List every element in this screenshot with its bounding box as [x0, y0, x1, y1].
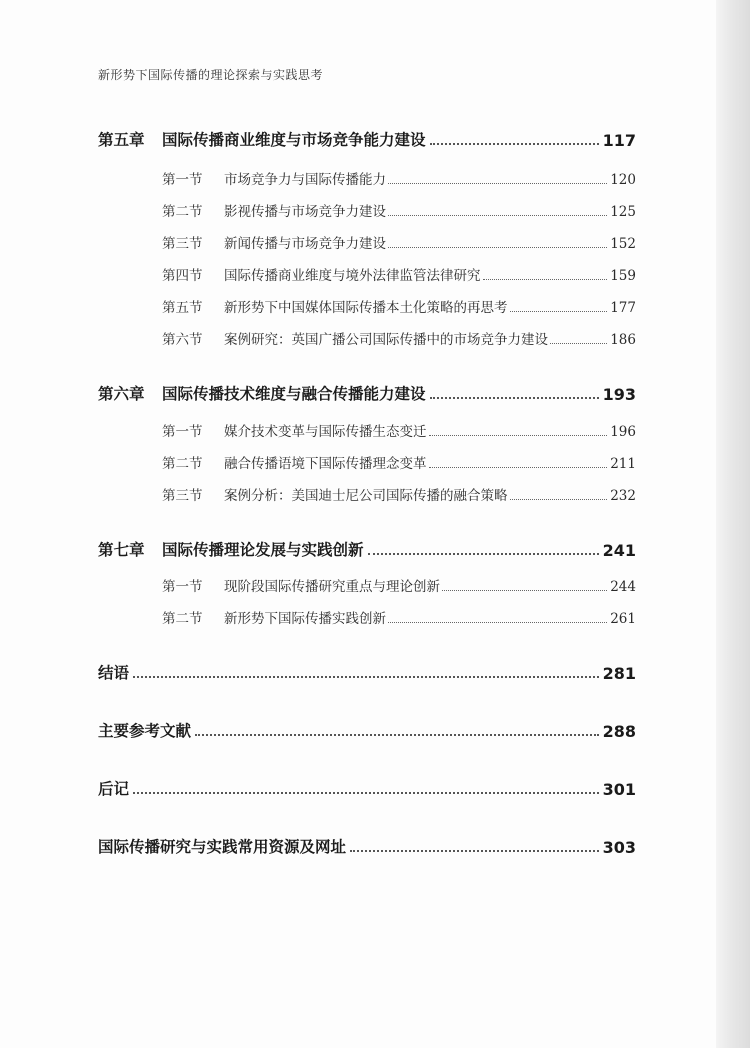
chapter-number: 第七章 [98, 541, 145, 559]
toc-section[interactable] [162, 328, 636, 348]
dot-leader [430, 397, 599, 399]
section-title: 案例分析：美国迪士尼公司国际传播的融合策略 [224, 488, 508, 504]
toc-section[interactable] [162, 575, 636, 595]
section-title: 媒介技术变革与国际传播生态变迁 [224, 424, 427, 440]
toc-chapter-5[interactable] [98, 128, 636, 150]
toc-section[interactable] [162, 200, 636, 220]
section-number: 第一节 [162, 424, 203, 440]
chapter-number: 第五章 [98, 131, 145, 149]
page-number: 193 [602, 385, 636, 404]
section-number: 第六节 [162, 332, 203, 348]
toc-resources[interactable] [98, 835, 636, 857]
dot-leader [388, 622, 607, 623]
section-number: 第二节 [162, 456, 203, 472]
section-number: 第一节 [162, 172, 203, 188]
chapter-title: 国际传播技术维度与融合传播能力建设 [162, 385, 426, 403]
dot-leader [133, 792, 599, 794]
section-title: 融合传播语境下国际传播理念变革 [224, 456, 427, 472]
page-number: 152 [610, 236, 636, 252]
dot-leader [483, 279, 608, 280]
toc-section[interactable] [162, 296, 636, 316]
book-spine-shadow [716, 0, 750, 1048]
dot-leader [368, 553, 599, 555]
dot-leader [430, 143, 599, 145]
dot-leader [388, 247, 607, 248]
page-number: 159 [610, 268, 636, 284]
page-number: 301 [602, 780, 636, 799]
page-number: 244 [610, 579, 636, 595]
dot-leader [550, 343, 607, 344]
section-title: 新形势下国际传播实践创新 [224, 611, 386, 627]
toc-conclusion[interactable] [98, 661, 636, 683]
toc-references[interactable] [98, 719, 636, 741]
page-number: 281 [602, 664, 636, 683]
page-number: 120 [610, 172, 636, 188]
dot-leader [510, 499, 608, 500]
page-number: 261 [610, 611, 636, 627]
toc-chapter-7[interactable] [98, 538, 636, 560]
dot-leader [388, 215, 607, 216]
toc-section[interactable] [162, 168, 636, 188]
toc-section[interactable] [162, 607, 636, 627]
dot-leader [133, 676, 599, 678]
dot-leader [429, 435, 608, 436]
section-title: 新闻传播与市场竞争力建设 [224, 236, 386, 252]
section-title: 新形势下中国媒体国际传播本土化策略的再思考 [224, 300, 508, 316]
dot-leader [510, 311, 608, 312]
toc-afterword[interactable] [98, 777, 636, 799]
section-number: 第一节 [162, 579, 203, 595]
section-number: 第二节 [162, 611, 203, 627]
section-title: 现阶段国际传播研究重点与理论创新 [224, 579, 440, 595]
section-number: 第三节 [162, 236, 203, 252]
toc-section[interactable] [162, 232, 636, 252]
section-number: 第二节 [162, 204, 203, 220]
page-number: 288 [602, 722, 636, 741]
section-title: 影视传播与市场竞争力建设 [224, 204, 386, 220]
section-title: 案例研究：英国广播公司国际传播中的市场竞争力建设 [224, 332, 548, 348]
dot-leader [388, 183, 607, 184]
running-header: 新形势下国际传播的理论探索与实践思考 [98, 68, 324, 82]
chapter-number: 第六章 [98, 385, 145, 403]
page-number: 125 [610, 204, 636, 220]
page-number: 241 [602, 541, 636, 560]
entry-title: 主要参考文献 [98, 722, 192, 740]
chapter-title: 国际传播商业维度与市场竞争能力建设 [162, 131, 426, 149]
page-number: 117 [602, 131, 636, 150]
section-number: 第四节 [162, 268, 203, 284]
toc-section[interactable] [162, 420, 636, 440]
page-number: 211 [610, 456, 636, 472]
dot-leader [429, 467, 608, 468]
section-number: 第三节 [162, 488, 203, 504]
entry-title: 国际传播研究与实践常用资源及网址 [98, 838, 347, 856]
page-number: 177 [610, 300, 636, 316]
toc-chapter-6[interactable] [98, 382, 636, 404]
toc-section[interactable] [162, 264, 636, 284]
dot-leader [350, 850, 599, 852]
toc-section[interactable] [162, 484, 636, 504]
page-number: 186 [610, 332, 636, 348]
dot-leader [195, 734, 599, 736]
section-number: 第五节 [162, 300, 203, 316]
section-title: 市场竞争力与国际传播能力 [224, 172, 386, 188]
section-title: 国际传播商业维度与境外法律监管法律研究 [224, 268, 481, 284]
page-number: 196 [610, 424, 636, 440]
toc-section[interactable] [162, 452, 636, 472]
page-number: 232 [610, 488, 636, 504]
dot-leader [442, 590, 607, 591]
page-number: 303 [602, 838, 636, 857]
chapter-title: 国际传播理论发展与实践创新 [162, 541, 364, 559]
entry-title: 后记 [98, 780, 130, 798]
entry-title: 结语 [98, 664, 130, 682]
